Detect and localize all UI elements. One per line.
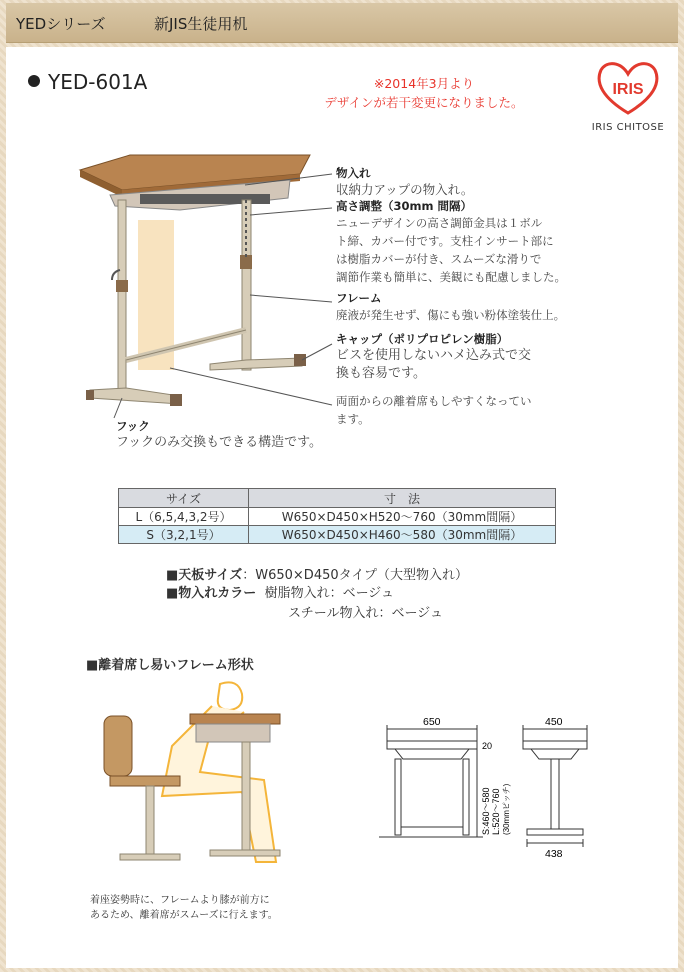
series-title: YEDシリーズ (16, 15, 106, 33)
page-subtitle: 新JIS生徒用机 (154, 15, 248, 33)
iris-logo-icon (593, 58, 663, 116)
feature-hook: フック フックのみ交換もできる構造です。 (116, 419, 323, 450)
depth-label: 450 (545, 716, 563, 728)
top-thickness-label: 20 (482, 741, 493, 751)
feature-storage: 物入れ 収納力アップの物入れ。 (336, 166, 474, 197)
table-header: 寸 法 (249, 489, 556, 508)
model-title: YED-601A (28, 70, 147, 94)
brand-name: IRIS CHITOSE (591, 122, 665, 133)
height-l-label: L:520～760 (491, 788, 501, 835)
table-cell: L（6,5,4,3,2号） (119, 508, 249, 526)
right-foot (210, 358, 302, 370)
frame-section-title: ■離着席し易いフレーム形状 (86, 658, 254, 673)
pitch-label: (30mmピッチ) (502, 783, 511, 835)
size-table (118, 488, 556, 544)
frame-caption: 着座姿勢時に、フレームより膝が前方に あるため、離着席がスムーズに行えます。 (90, 895, 278, 921)
desk-illustration (70, 150, 350, 420)
table-row (119, 508, 556, 526)
feature-height-adjust: 高さ調整（30mm 間隔） ニューデザインの高さ調節金具は１ボル ト締、カバー付です。支柱インサート部に は樹脂カバーが付き、スムーズな滑りで 調節作業も簡単に、美観にも配慮しました。 (336, 199, 566, 284)
bullet-icon (28, 75, 40, 87)
table-cell: W650×D450×H460～580（30mm間隔） (249, 526, 556, 544)
spec-tray-color: ■物入れカラー 樹脂物入れ：ベージュ (166, 586, 395, 601)
table-cell: W650×D450×H520～760（30mm間隔） (249, 508, 556, 526)
logo-text: IRIS (612, 81, 644, 98)
feature-frame: フレーム 廃液が発生せず、傷にも強い粉体塗装仕上。 (336, 291, 566, 322)
dimension-drawing (365, 715, 605, 865)
table-header-row (119, 489, 556, 508)
base-label: 438 (545, 848, 563, 860)
left-leg (118, 200, 126, 396)
spec-tray-steel: スチール物入れ：ベージュ (288, 606, 443, 621)
height-s-label: S:460～580 (481, 787, 491, 835)
table-row (119, 526, 556, 544)
seated-posture-illustration (80, 676, 300, 876)
brand-logo (578, 58, 678, 133)
table-header: サイズ (119, 489, 249, 508)
feature-access: 両面からの離着席もしやすくなってい ます。 (336, 394, 532, 426)
feature-cap: キャップ（ポリプロピレン樹脂） ビスを使用しないハメ込み式で交 換も容易です。 (336, 332, 532, 381)
table-cell: S（3,2,1号） (119, 526, 249, 544)
design-change-notice: ※2014年3月より デザインが若干変更になりました。 (324, 76, 524, 110)
header-bar (6, 3, 678, 43)
width-label: 650 (423, 716, 441, 728)
spec-top-size: ■天板サイズ：W650×D450タイプ（大型物入れ） (166, 568, 468, 583)
left-foot (90, 388, 180, 404)
